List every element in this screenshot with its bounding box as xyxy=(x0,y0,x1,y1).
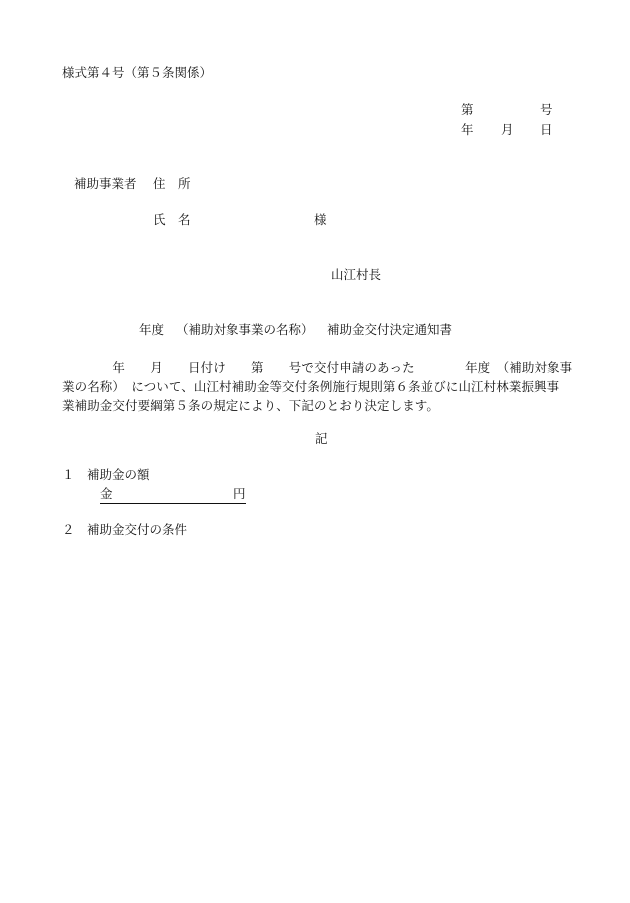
address-label: 住 所 xyxy=(153,176,191,191)
item-1-label: 補助金の額 xyxy=(87,467,150,482)
title-year: 年度 xyxy=(139,322,165,337)
doc-number-dai: 第 xyxy=(461,102,474,117)
name-label: 氏 名 xyxy=(153,212,191,227)
title-project: （補助対象事業の名称） xyxy=(176,322,314,337)
body-line: 年 月 日付け 第 号で交付申請のあった 年度 （補助対象事 xyxy=(62,360,573,375)
item-1-number: １ xyxy=(62,467,75,482)
item-2-label: 補助金交付の条件 xyxy=(87,522,188,537)
date-day: 日 xyxy=(540,122,553,137)
date-year: 年 xyxy=(461,122,474,137)
amount-unit: 円 xyxy=(233,486,246,501)
amount-underline xyxy=(100,486,246,504)
body-line: 業補助金交付要綱第５条の規定により、下記のとおり決定します。 xyxy=(62,398,440,413)
body-text xyxy=(62,358,590,415)
form-number: 様式第４号（第５条関係） xyxy=(62,65,213,80)
sender: 山江村長 xyxy=(331,267,382,282)
title-subject: 補助金交付決定通知書 xyxy=(327,322,453,337)
ki-heading: 記 xyxy=(315,431,328,446)
recipient-role: 補助事業者 xyxy=(74,176,137,191)
honorific: 様 xyxy=(314,212,327,227)
item-2-number: ２ xyxy=(62,522,75,537)
amount-prefix: 金 xyxy=(100,486,113,501)
doc-number-go: 号 xyxy=(540,102,553,117)
body-line: 業の名称） について、山江村補助金等交付条例施行規則第６条並びに山江村林業振興事 xyxy=(62,379,560,394)
date-month: 月 xyxy=(501,122,514,137)
